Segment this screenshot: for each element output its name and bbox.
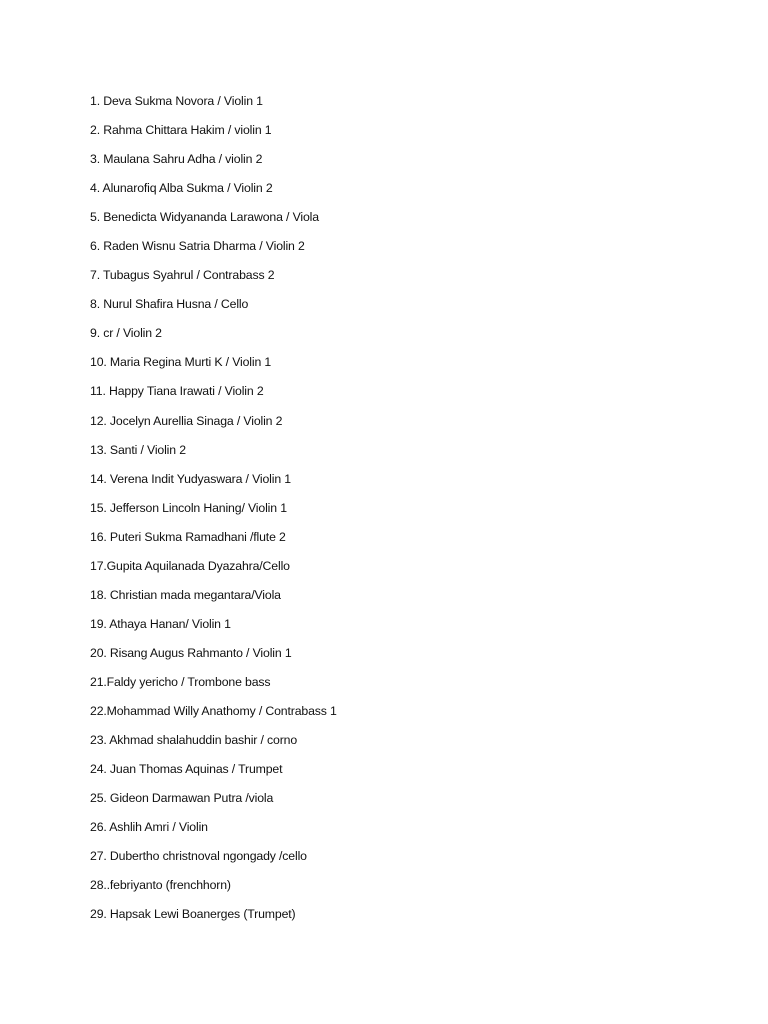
list-item: 17.Gupita Aquilanada Dyazahra/Cello xyxy=(90,558,290,573)
list-item: 29. Hapsak Lewi Boanerges (Trumpet) xyxy=(90,907,296,922)
list-item: 4. Alunarofiq Alba Sukma / Violin 2 xyxy=(90,181,273,196)
list-item: 15. Jefferson Lincoln Haning/ Violin 1 xyxy=(90,500,287,515)
list-item: 12. Jocelyn Aurellia Sinaga / Violin 2 xyxy=(90,413,283,428)
list-item: 13. Santi / Violin 2 xyxy=(90,442,186,457)
list-item: 11. Happy Tiana Irawati / Violin 2 xyxy=(90,384,264,399)
list-item: 8. Nurul Shafira Husna / Cello xyxy=(90,297,249,312)
list-item: 14. Verena Indit Yudyaswara / Violin 1 xyxy=(90,471,291,486)
list-item: 7. Tubagus Syahrul / Contrabass 2 xyxy=(90,268,275,283)
list-item: 16. Puteri Sukma Ramadhani /flute 2 xyxy=(90,529,286,544)
member-list xyxy=(90,91,337,933)
list-item: 3. Maulana Sahru Adha / violin 2 xyxy=(90,152,263,167)
list-item: 23. Akhmad shalahuddin bashir / corno xyxy=(90,733,298,748)
list-item: 25. Gideon Darmawan Putra /viola xyxy=(90,791,274,806)
list-item: 22.Mohammad Willy Anathomy / Contrabass 1 xyxy=(90,703,337,718)
list-item: 6. Raden Wisnu Satria Dharma / Violin 2 xyxy=(90,239,305,254)
list-item: 9. cr / Violin 2 xyxy=(90,326,162,341)
list-item: 1. Deva Sukma Novora / Violin 1 xyxy=(90,94,263,108)
list-item: 28..febriyanto (frenchhorn) xyxy=(90,878,231,893)
list-item: 27. Dubertho christnoval ngongady /cello xyxy=(90,849,307,864)
list-item: 18. Christian mada megantara/Viola xyxy=(90,587,281,602)
list-item: 5. Benedicta Widyananda Larawona / Viola xyxy=(90,210,319,225)
list-item: 24. Juan Thomas Aquinas / Trumpet xyxy=(90,762,283,777)
list-item: 26. Ashlih Amri / Violin xyxy=(90,820,208,835)
list-item: 20. Risang Augus Rahmanto / Violin 1 xyxy=(90,645,292,660)
list-item: 19. Athaya Hanan/ Violin 1 xyxy=(90,616,231,631)
list-item: 21.Faldy yericho / Trombone bass xyxy=(90,674,271,689)
list-item: 10. Maria Regina Murti K / Violin 1 xyxy=(90,355,272,370)
list-item: 2. Rahma Chittara Hakim / violin 1 xyxy=(90,123,272,138)
